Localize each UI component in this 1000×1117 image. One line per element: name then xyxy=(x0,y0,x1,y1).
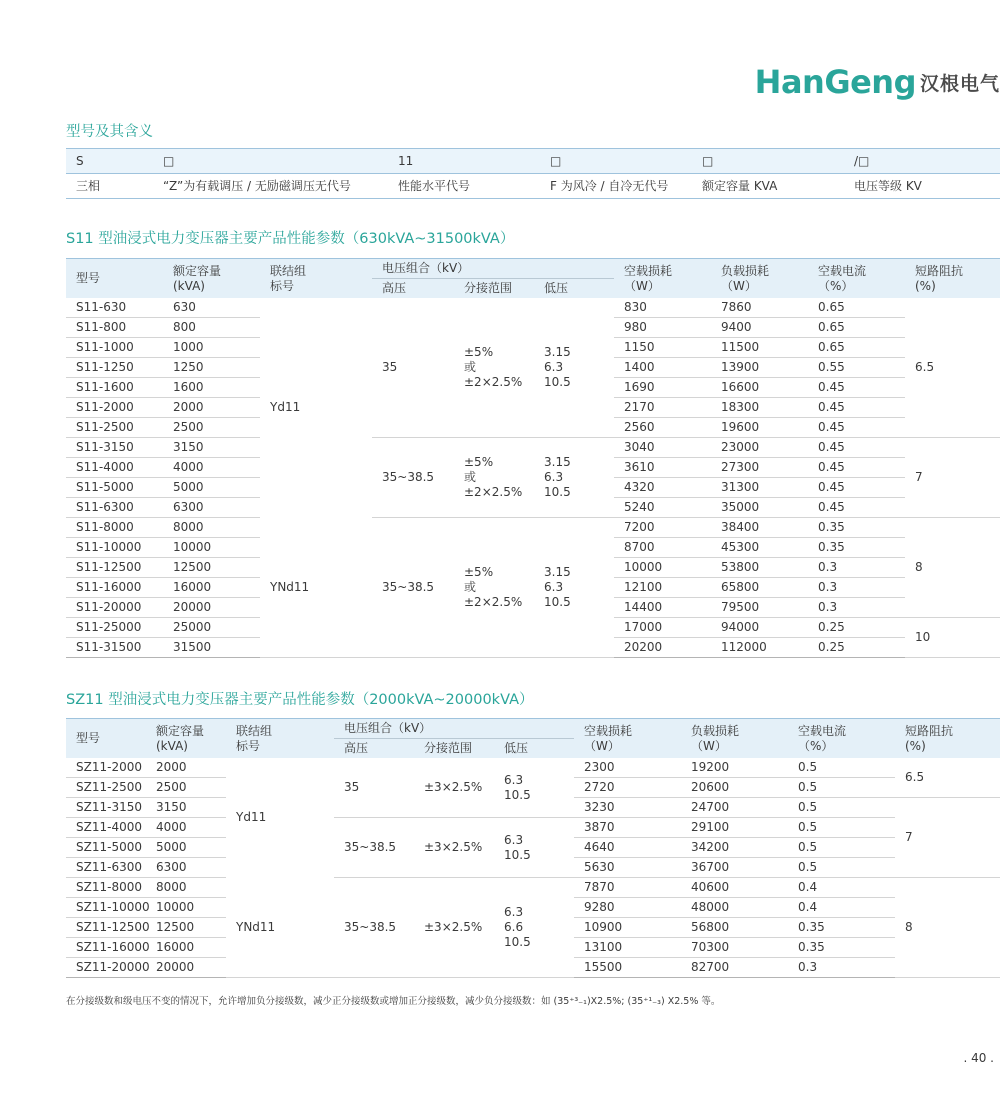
th-connection xyxy=(226,719,334,759)
desc-cell: 性能水平代号 xyxy=(388,174,540,199)
th-tap: 分接范围 xyxy=(414,739,494,759)
capacity-cell: 2000 xyxy=(163,398,260,418)
noload-current-cell: 0.5 xyxy=(788,758,895,778)
noload-current-cell: 0.65 xyxy=(808,338,905,358)
hv-cell: 35~38.5 xyxy=(372,518,454,658)
tap-cell-text: ±3×2.5% xyxy=(424,840,483,854)
noload-current-cell: 0.5 xyxy=(788,818,895,838)
noload-current-cell: 0.45 xyxy=(808,478,905,498)
noload-loss-cell: 3610 xyxy=(614,458,711,478)
capacity-cell: 6300 xyxy=(163,498,260,518)
tap-cell xyxy=(414,818,494,878)
capacity-cell: 20000 xyxy=(163,598,260,618)
noload-loss-cell: 4640 xyxy=(574,838,681,858)
capacity-cell: 5000 xyxy=(163,478,260,498)
noload-current-cell: 0.4 xyxy=(788,898,895,918)
desc-cell: “Z”为有载调压 / 无励磁调压无代号 xyxy=(153,174,388,199)
noload-loss-cell: 1400 xyxy=(614,358,711,378)
noload-current-cell: 0.3 xyxy=(788,958,895,978)
noload-current-cell: 0.65 xyxy=(808,298,905,318)
lv-cell-text: 6.3 10.5 xyxy=(504,832,531,862)
model-cell: S11-16000 xyxy=(66,578,163,598)
footnote: 在分接级数和级电压不变的情况下，允许增加负分接级数，减少正分接级数或增加正分接级数，减少负分接级数：如 (35⁺³₋₁)X2.5%; (35⁺¹₋₃) X2.5% 等。 xyxy=(66,996,721,1007)
hv-cell: 35~38.5 xyxy=(334,878,414,978)
noload-loss-cell: 17000 xyxy=(614,618,711,638)
noload-loss-cell: 2560 xyxy=(614,418,711,438)
capacity-cell: 1250 xyxy=(163,358,260,378)
lv-cell-text: 6.3 10.5 xyxy=(504,772,531,802)
load-loss-cell: 48000 xyxy=(681,898,788,918)
load-loss-cell: 70300 xyxy=(681,938,788,958)
noload-loss-cell: 20200 xyxy=(614,638,711,658)
noload-current-cell: 0.3 xyxy=(808,578,905,598)
table-row xyxy=(66,758,1000,778)
noload-loss-cell: 2300 xyxy=(574,758,681,778)
noload-current-cell: 0.3 xyxy=(808,558,905,578)
connection-cell: Yd11 xyxy=(270,400,301,415)
noload-current-cell: 0.5 xyxy=(788,858,895,878)
capacity-cell: 800 xyxy=(163,318,260,338)
noload-loss-cell: 2720 xyxy=(574,778,681,798)
capacity-cell: 31500 xyxy=(163,638,260,658)
noload-loss-cell: 7870 xyxy=(574,878,681,898)
th-capacity xyxy=(163,259,260,299)
model-meaning-table xyxy=(66,148,1000,199)
table-row xyxy=(66,878,1000,898)
noload-loss-cell: 1690 xyxy=(614,378,711,398)
load-loss-cell: 34200 xyxy=(681,838,788,858)
load-loss-cell: 94000 xyxy=(711,618,808,638)
hv-cell: 35~38.5 xyxy=(372,438,454,518)
model-cell: SZ11-3150 xyxy=(66,798,146,818)
noload-current-cell: 0.4 xyxy=(788,878,895,898)
th-model: 型号 xyxy=(66,719,146,759)
model-cell: S11-12500 xyxy=(66,558,163,578)
model-cell: S11-31500 xyxy=(66,638,163,658)
noload-current-cell: 0.55 xyxy=(808,358,905,378)
load-loss-cell: 38400 xyxy=(711,518,808,538)
hv-cell: 35 xyxy=(372,298,454,438)
lv-cell xyxy=(494,878,574,978)
noload-current-cell: 0.35 xyxy=(808,518,905,538)
noload-loss-cell: 9280 xyxy=(574,898,681,918)
noload-loss-cell: 3870 xyxy=(574,818,681,838)
tap-cell xyxy=(454,298,534,438)
load-loss-cell: 19200 xyxy=(681,758,788,778)
th-load xyxy=(681,719,788,759)
load-loss-cell: 53800 xyxy=(711,558,808,578)
th-capacity xyxy=(146,719,226,759)
th-impedance xyxy=(895,719,1000,759)
th-load-text: 负载损耗 （W） xyxy=(691,723,740,753)
th-impedance xyxy=(905,259,1000,299)
code-cell: S xyxy=(66,149,153,174)
noload-loss-cell: 15500 xyxy=(574,958,681,978)
noload-current-cell: 0.25 xyxy=(808,618,905,638)
lv-cell-text: 3.15 6.3 10.5 xyxy=(544,455,571,499)
tap-cell-text: ±5% 或 ±2×2.5% xyxy=(464,345,523,389)
th-impedance-text: 短路阻抗 (%) xyxy=(915,263,964,293)
sz11-table xyxy=(66,718,1000,978)
impedance-cell: 7 xyxy=(895,798,1000,878)
capacity-cell: 1600 xyxy=(163,378,260,398)
model-cell: SZ11-16000 xyxy=(66,938,146,958)
capacity-cell: 12500 xyxy=(146,918,226,938)
th-tap: 分接范围 xyxy=(454,279,534,299)
model-cell: S11-25000 xyxy=(66,618,163,638)
capacity-cell: 6300 xyxy=(146,858,226,878)
noload-current-cell: 0.45 xyxy=(808,498,905,518)
load-loss-cell: 16600 xyxy=(711,378,808,398)
capacity-cell: 630 xyxy=(163,298,260,318)
load-loss-cell: 56800 xyxy=(681,918,788,938)
tap-cell xyxy=(454,438,534,518)
s11-title: S11 型油浸式电力变压器主要产品性能参数（630kVA~31500kVA） xyxy=(66,231,515,247)
load-loss-cell: 31300 xyxy=(711,478,808,498)
load-loss-cell: 23000 xyxy=(711,438,808,458)
th-lv: 低压 xyxy=(494,739,574,759)
th-model: 型号 xyxy=(66,259,163,299)
th-voltage: 电压组合（kV） xyxy=(334,719,574,739)
lv-cell xyxy=(534,518,614,658)
noload-current-cell: 0.5 xyxy=(788,838,895,858)
th-impedance-text: 短路阻抗 (%) xyxy=(905,723,954,753)
noload-loss-cell: 980 xyxy=(614,318,711,338)
th-voltage: 电压组合（kV） xyxy=(372,259,614,279)
noload-loss-cell: 14400 xyxy=(614,598,711,618)
noload-current-cell: 0.45 xyxy=(808,398,905,418)
connection-cell: YNd11 xyxy=(260,518,372,658)
desc-cell: 额定容量 KVA xyxy=(692,174,844,199)
model-cell: S11-5000 xyxy=(66,478,163,498)
impedance-cell: 7 xyxy=(905,438,1000,518)
model-cell: SZ11-20000 xyxy=(66,958,146,978)
th-current-text: 空载电流 （%） xyxy=(818,263,867,293)
model-cell: S11-2500 xyxy=(66,418,163,438)
th-current-text: 空载电流 （%） xyxy=(798,723,847,753)
noload-current-cell: 0.5 xyxy=(788,778,895,798)
load-loss-cell: 13900 xyxy=(711,358,808,378)
capacity-cell: 12500 xyxy=(163,558,260,578)
capacity-cell: 4000 xyxy=(146,818,226,838)
model-cell: S11-2000 xyxy=(66,398,163,418)
table-row xyxy=(66,438,1000,458)
meaning-code-row xyxy=(66,149,1000,174)
load-loss-cell: 19600 xyxy=(711,418,808,438)
load-loss-cell: 35000 xyxy=(711,498,808,518)
model-cell: S11-630 xyxy=(66,298,163,318)
brand-name-en: HanGeng xyxy=(754,63,916,101)
impedance-cell: 6.5 xyxy=(895,758,1000,798)
load-loss-cell: 29100 xyxy=(681,818,788,838)
capacity-cell: 16000 xyxy=(146,938,226,958)
desc-cell: 电压等级 KV xyxy=(844,174,1000,199)
noload-current-cell: 0.25 xyxy=(808,638,905,658)
impedance-cell: 8 xyxy=(905,518,1000,618)
impedance-cell: 10 xyxy=(905,618,1000,658)
noload-current-cell: 0.45 xyxy=(808,458,905,478)
load-loss-cell: 79500 xyxy=(711,598,808,618)
th-connection-text: 联结组 标号 xyxy=(270,263,307,293)
model-cell: SZ11-10000 xyxy=(66,898,146,918)
load-loss-cell: 65800 xyxy=(711,578,808,598)
th-current xyxy=(808,259,905,299)
load-loss-cell: 27300 xyxy=(711,458,808,478)
load-loss-cell: 11500 xyxy=(711,338,808,358)
load-loss-cell: 40600 xyxy=(681,878,788,898)
tap-cell xyxy=(414,878,494,978)
connection-cell: Yd11 xyxy=(236,810,267,825)
lv-cell xyxy=(534,298,614,438)
load-loss-cell: 7860 xyxy=(711,298,808,318)
desc-cell: F 为风冷 / 自冷无代号 xyxy=(540,174,692,199)
hv-cell: 35~38.5 xyxy=(334,818,414,878)
noload-current-cell: 0.45 xyxy=(808,378,905,398)
capacity-cell: 8000 xyxy=(146,878,226,898)
noload-current-cell: 0.35 xyxy=(788,938,895,958)
th-capacity-text: 额定容量 (kVA) xyxy=(156,723,205,753)
code-cell: 11 xyxy=(388,149,540,174)
table-row xyxy=(66,298,1000,318)
load-loss-cell: 18300 xyxy=(711,398,808,418)
noload-loss-cell: 3230 xyxy=(574,798,681,818)
noload-loss-cell: 8700 xyxy=(614,538,711,558)
connection-cell: YNd11 xyxy=(226,878,334,978)
th-connection-text: 联结组 标号 xyxy=(236,723,273,753)
noload-current-cell: 0.45 xyxy=(808,438,905,458)
capacity-cell: 4000 xyxy=(163,458,260,478)
th-hv: 高压 xyxy=(372,279,454,299)
load-loss-cell: 20600 xyxy=(681,778,788,798)
model-cell: S11-6300 xyxy=(66,498,163,518)
model-cell: SZ11-6300 xyxy=(66,858,146,878)
noload-loss-cell: 12100 xyxy=(614,578,711,598)
hv-cell: 35 xyxy=(334,758,414,818)
tap-cell-text: ±3×2.5% xyxy=(424,780,483,794)
noload-loss-cell: 7200 xyxy=(614,518,711,538)
capacity-cell: 25000 xyxy=(163,618,260,638)
brand-name-cn: 汉根电气 xyxy=(919,72,1000,95)
meaning-desc-row xyxy=(66,174,1000,199)
brand-logo xyxy=(755,60,1000,104)
load-loss-cell: 36700 xyxy=(681,858,788,878)
model-cell: SZ11-2500 xyxy=(66,778,146,798)
model-cell: S11-3150 xyxy=(66,438,163,458)
th-noload-text: 空载损耗 （W） xyxy=(624,263,673,293)
th-connection xyxy=(260,259,372,299)
th-lv: 低压 xyxy=(534,279,614,299)
noload-loss-cell: 3040 xyxy=(614,438,711,458)
th-capacity-text: 额定容量 (kVA) xyxy=(173,263,222,293)
meaning-title: 型号及其含义 xyxy=(66,124,153,140)
noload-loss-cell: 2170 xyxy=(614,398,711,418)
noload-current-cell: 0.3 xyxy=(808,598,905,618)
code-cell: □ xyxy=(692,149,844,174)
th-current xyxy=(788,719,895,759)
model-cell: SZ11-12500 xyxy=(66,918,146,938)
capacity-cell: 2500 xyxy=(146,778,226,798)
lv-cell-text: 6.3 6.6 10.5 xyxy=(504,905,531,949)
capacity-cell: 1000 xyxy=(163,338,260,358)
capacity-cell: 8000 xyxy=(163,518,260,538)
capacity-cell: 3150 xyxy=(146,798,226,818)
desc-cell: 三相 xyxy=(66,174,153,199)
th-load xyxy=(711,259,808,299)
tap-cell-text: ±5% 或 ±2×2.5% xyxy=(464,455,523,499)
sz11-title: SZ11 型油浸式电力变压器主要产品性能参数（2000kVA~20000kVA） xyxy=(66,692,534,708)
code-cell: □ xyxy=(540,149,692,174)
lv-cell xyxy=(534,438,614,518)
noload-loss-cell: 830 xyxy=(614,298,711,318)
noload-current-cell: 0.5 xyxy=(788,798,895,818)
capacity-cell: 2000 xyxy=(146,758,226,778)
noload-loss-cell: 10000 xyxy=(614,558,711,578)
model-cell: S11-1250 xyxy=(66,358,163,378)
capacity-cell: 10000 xyxy=(163,538,260,558)
load-loss-cell: 45300 xyxy=(711,538,808,558)
noload-current-cell: 0.45 xyxy=(808,418,905,438)
noload-loss-cell: 4320 xyxy=(614,478,711,498)
s11-table xyxy=(66,258,1000,658)
noload-loss-cell: 1150 xyxy=(614,338,711,358)
model-cell: S11-10000 xyxy=(66,538,163,558)
load-loss-cell: 9400 xyxy=(711,318,808,338)
model-cell: SZ11-2000 xyxy=(66,758,146,778)
lv-cell xyxy=(494,758,574,818)
model-cell: S11-1600 xyxy=(66,378,163,398)
model-cell: SZ11-4000 xyxy=(66,818,146,838)
model-cell: SZ11-5000 xyxy=(66,838,146,858)
model-cell: S11-8000 xyxy=(66,518,163,538)
table-row xyxy=(66,818,1000,838)
noload-current-cell: 0.35 xyxy=(788,918,895,938)
model-cell: S11-1000 xyxy=(66,338,163,358)
tap-cell xyxy=(414,758,494,818)
model-cell: SZ11-8000 xyxy=(66,878,146,898)
model-cell: S11-4000 xyxy=(66,458,163,478)
noload-current-cell: 0.65 xyxy=(808,318,905,338)
capacity-cell: 10000 xyxy=(146,898,226,918)
tap-cell-text: ±5% 或 ±2×2.5% xyxy=(464,565,523,609)
noload-loss-cell: 5240 xyxy=(614,498,711,518)
model-cell: S11-20000 xyxy=(66,598,163,618)
page-number: . 40 . xyxy=(963,1051,994,1065)
capacity-cell: 20000 xyxy=(146,958,226,978)
noload-loss-cell: 10900 xyxy=(574,918,681,938)
model-cell: S11-800 xyxy=(66,318,163,338)
code-cell: /□ xyxy=(844,149,1000,174)
noload-current-cell: 0.35 xyxy=(808,538,905,558)
table-row xyxy=(66,518,1000,538)
lv-cell-text: 3.15 6.3 10.5 xyxy=(544,345,571,389)
load-loss-cell: 112000 xyxy=(711,638,808,658)
noload-loss-cell: 5630 xyxy=(574,858,681,878)
impedance-cell: 8 xyxy=(895,878,1000,978)
th-noload xyxy=(574,719,681,759)
load-loss-cell: 24700 xyxy=(681,798,788,818)
capacity-cell: 5000 xyxy=(146,838,226,858)
capacity-cell: 3150 xyxy=(163,438,260,458)
capacity-cell: 2500 xyxy=(163,418,260,438)
lv-cell xyxy=(494,818,574,878)
code-cell: □ xyxy=(153,149,388,174)
capacity-cell: 16000 xyxy=(163,578,260,598)
impedance-cell: 6.5 xyxy=(905,298,1000,438)
load-loss-cell: 82700 xyxy=(681,958,788,978)
lv-cell-text: 3.15 6.3 10.5 xyxy=(544,565,571,609)
noload-loss-cell: 13100 xyxy=(574,938,681,958)
th-noload xyxy=(614,259,711,299)
tap-cell-text: ±3×2.5% xyxy=(424,920,483,934)
tap-cell xyxy=(454,518,534,658)
th-hv: 高压 xyxy=(334,739,414,759)
th-noload-text: 空载损耗 （W） xyxy=(584,723,633,753)
th-load-text: 负载损耗 （W） xyxy=(721,263,770,293)
